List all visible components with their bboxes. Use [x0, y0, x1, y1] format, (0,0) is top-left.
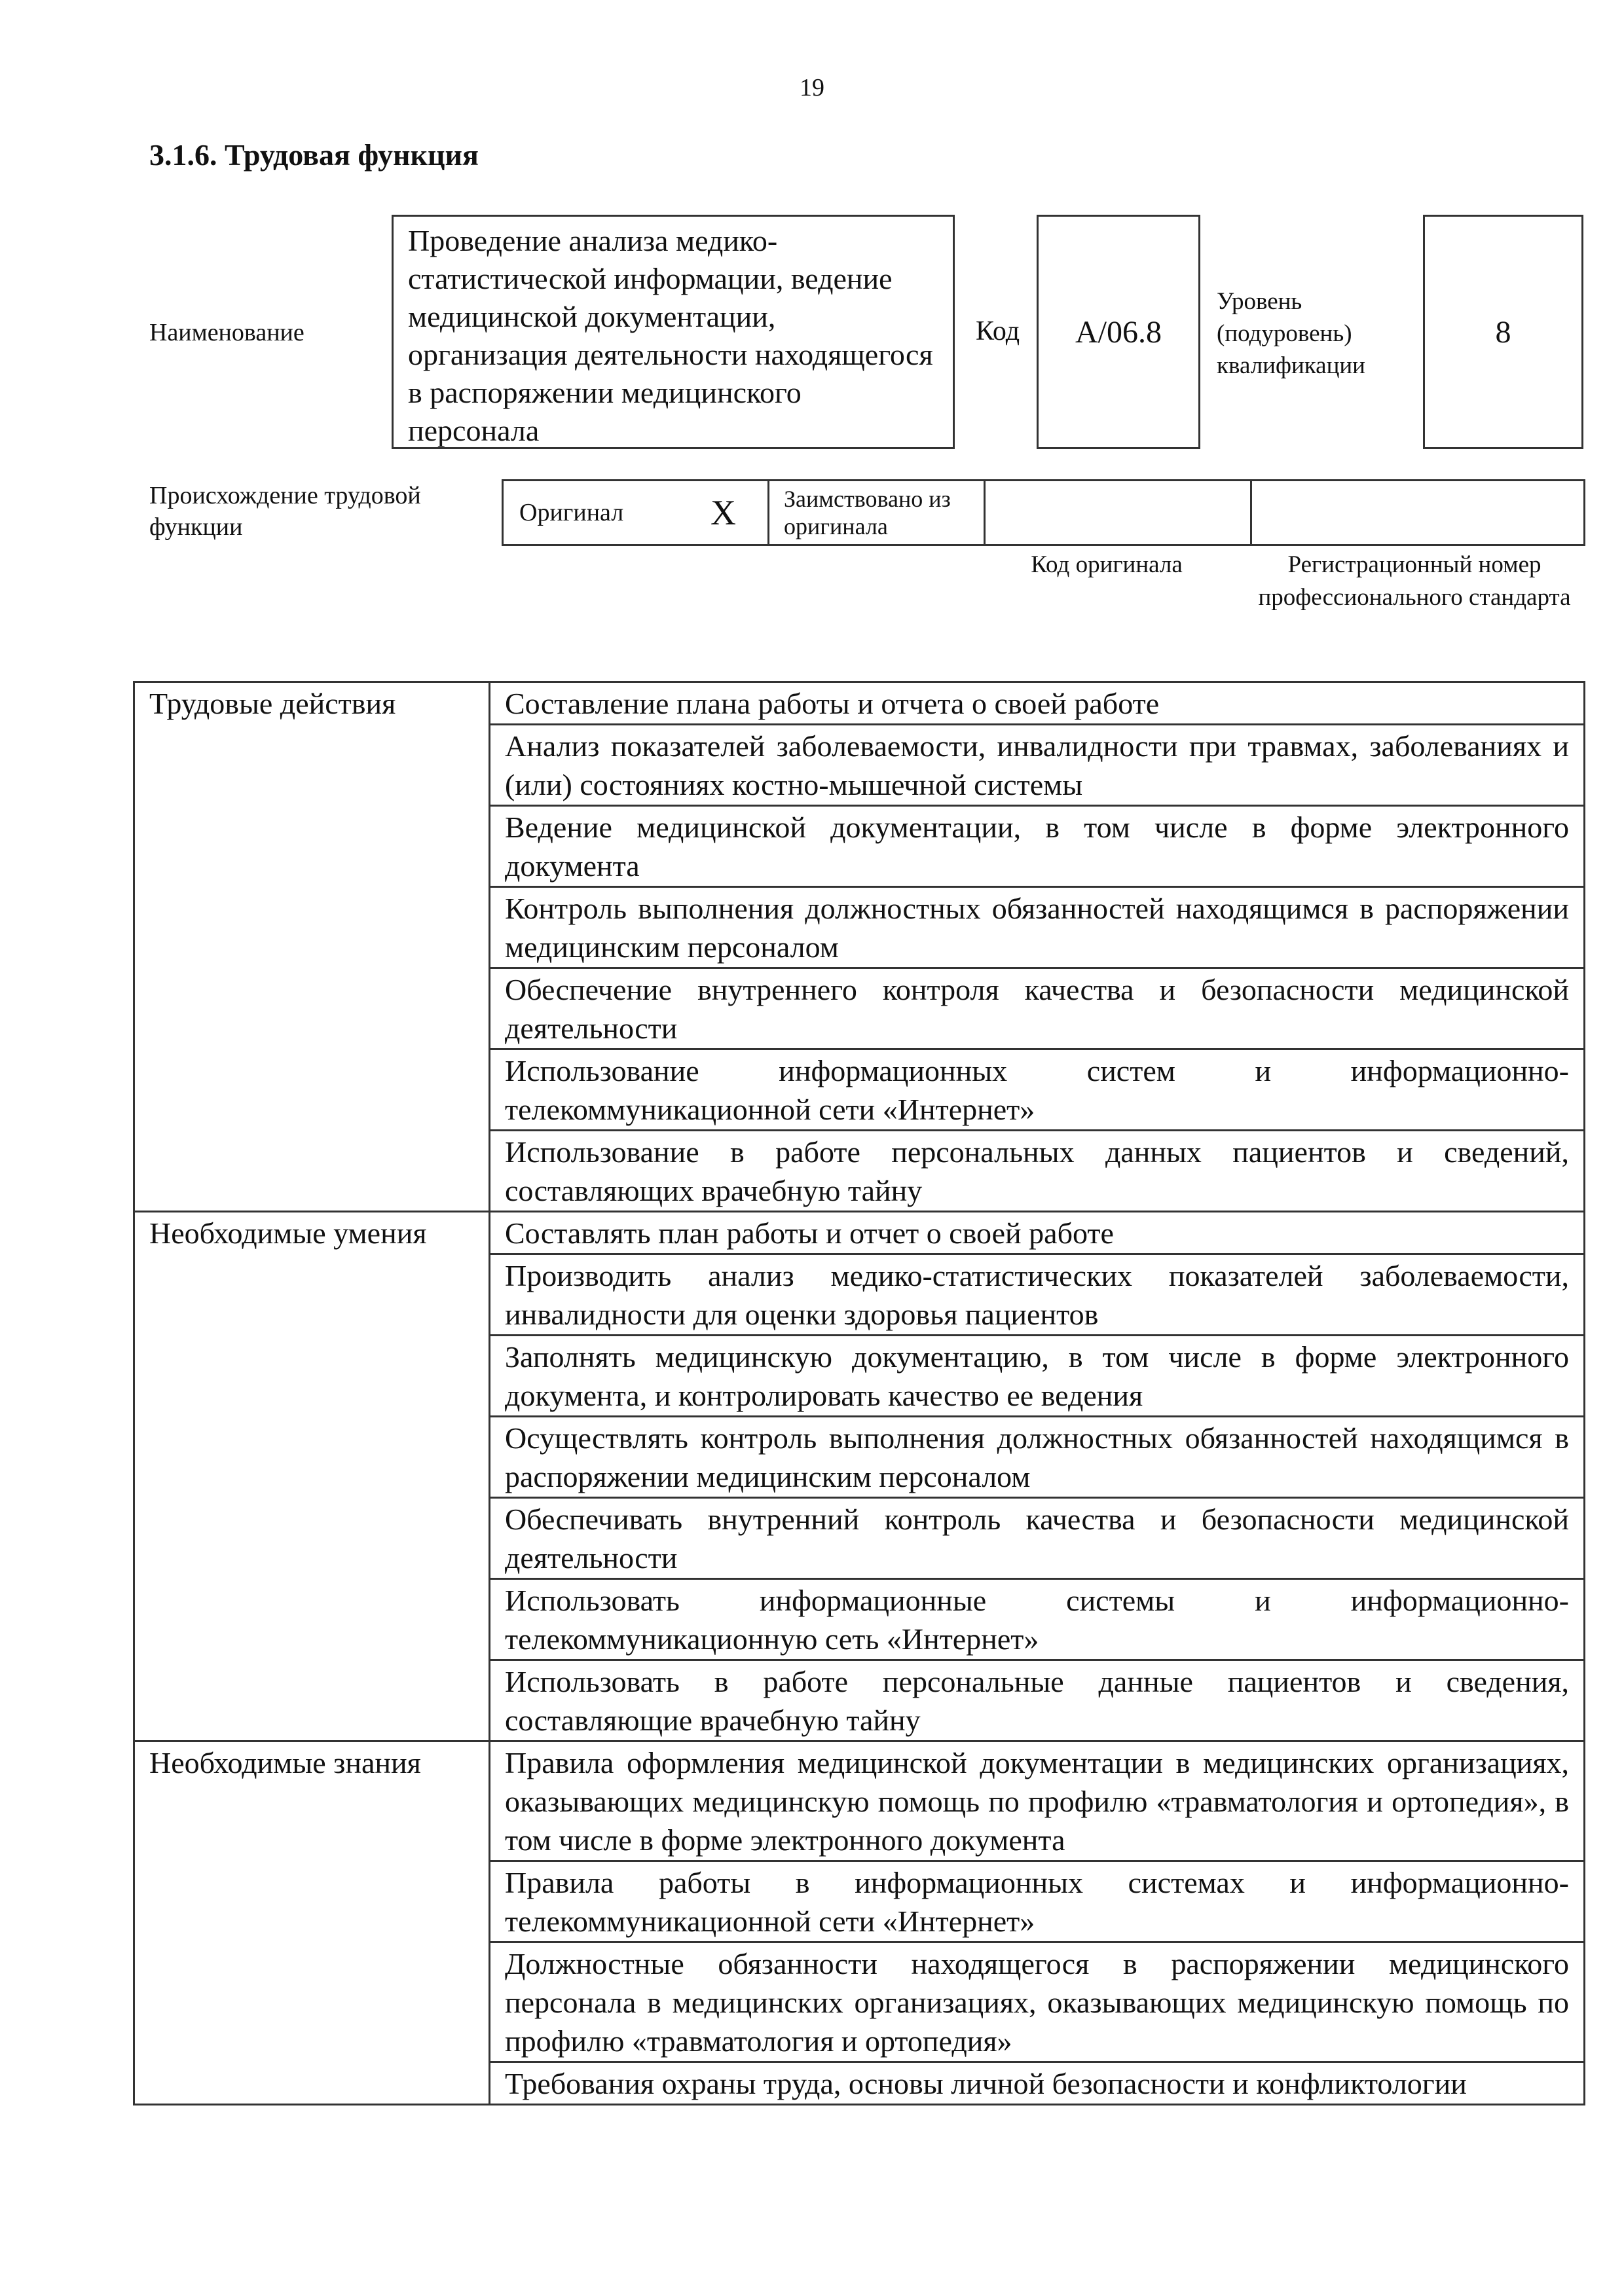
level-label: Уровень (подуровень) квалификации	[1217, 288, 1365, 379]
section-item: Использовать в работе персональные данные пациентов и сведения, составляющие врачебную тайну	[490, 1660, 1585, 1741]
function-name-box: Проведение анализа медико-статистической информации, ведение медицинской документации, организация деятельности находящегося в распоряжении медицинского персонала	[392, 215, 955, 449]
section-item: Составление плана работы и отчета о своей работе	[490, 682, 1585, 725]
origin-original-cell	[503, 481, 769, 545]
section-item: Правила оформления медицинской документации в медицинских организациях, оказывающих медицинскую помощь по профилю «травматология и ортопедия», в том числе в форме электронного документа	[490, 1741, 1585, 1861]
origin-reg-cell	[1251, 481, 1585, 545]
origin-label: Происхождение трудовой функции	[149, 482, 421, 541]
code-original-caption: Код оригинала	[1031, 551, 1183, 578]
code-label: Код	[976, 316, 1020, 346]
section-item: Составлять план работы и отчет о своей работе	[490, 1212, 1585, 1254]
section-item: Должностные обязанности находящегося в распоряжении медицинского персонала в медицинских организациях, оказывающих медицинскую помощь по профилю «травматология и ортопедия»	[490, 1942, 1585, 2062]
section-item: Использовать информационные системы и информационно-телекоммуникационную сеть «Интернет»	[490, 1579, 1585, 1660]
section-item: Использование в работе персональных данных пациентов и сведений, составляющих врачебную тайну	[490, 1131, 1585, 1212]
section-item: Ведение медицинской документации, в том числе в форме электронного документа	[490, 806, 1585, 887]
reg-number-caption: Регистрационный номер профессионального стандарта	[1258, 551, 1571, 611]
section-item: Анализ показателей заболеваемости, инвалидности при травмах, заболеваниях и (или) состояниях костно-мышечной системы	[490, 725, 1585, 806]
section-item: Осуществлять контроль выполнения должностных обязанностей находящимся в распоряжении медицинским персоналом	[490, 1417, 1585, 1498]
origin-code-cell	[985, 481, 1251, 545]
section-item: Обеспечивать внутренний контроль качества и безопасности медицинской деятельности	[490, 1498, 1585, 1579]
section-item: Заполнять медицинскую документацию, в том числе в форме электронного документа, и контролировать качество ее ведения	[490, 1336, 1585, 1417]
section-category: Трудовые действия	[134, 682, 490, 1212]
section-item: Контроль выполнения должностных обязанностей находящимся в распоряжении медицинским персоналом	[490, 887, 1585, 968]
section-item: Правила работы в информационных системах и информационно-телекоммуникационной сети «Интернет»	[490, 1861, 1585, 1942]
table-row	[134, 1212, 1585, 1254]
table-row	[134, 682, 1585, 725]
level-value-box: 8	[1423, 215, 1583, 449]
section-title: 3.1.6. Трудовая функция	[149, 138, 479, 172]
origin-table	[502, 479, 1585, 546]
original-mark: X	[710, 493, 736, 532]
function-details-table	[133, 681, 1585, 2105]
name-label: Наименование	[149, 319, 304, 346]
code-value-box: А/06.8	[1037, 215, 1200, 449]
section-item: Использование информационных систем и информационно-телекоммуникационной сети «Интернет»	[490, 1049, 1585, 1131]
section-category: Необходимые умения	[134, 1212, 490, 1741]
original-label: Оригинал	[519, 499, 624, 526]
section-item: Обеспечение внутреннего контроля качества и безопасности медицинской деятельности	[490, 968, 1585, 1049]
section-category: Необходимые знания	[134, 1741, 490, 2105]
page-number: 19	[800, 74, 824, 101]
section-item: Требования охраны труда, основы личной безопасности и конфликтологии	[490, 2062, 1585, 2105]
section-item: Производить анализ медико-статистических показателей заболеваемости, инвалидности для оценки здоровья пациентов	[490, 1254, 1585, 1336]
borrowed-label: Заимствовано из оригинала	[769, 481, 985, 545]
table-row	[134, 1741, 1585, 1861]
